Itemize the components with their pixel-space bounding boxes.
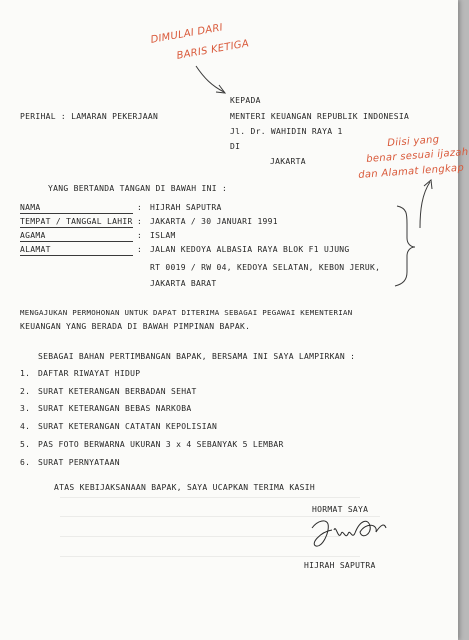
identity-sep-religion: : [137, 231, 143, 240]
body-line-1: MENGAJUKAN PERMOHONAN UNTUK DAPAT DITERIMA SEBAGAI PEGAWAI KEMENTERIAN [20, 308, 353, 317]
attachment-item: SURAT KETERANGAN CATATAN KEPOLISIAN [38, 422, 218, 431]
recipient-di: DI [230, 142, 241, 151]
identity-value-birth: JAKARTA / 30 JANUARI 1991 [150, 217, 278, 226]
annotation-start-line-2: BARIS KETIGA [175, 38, 250, 62]
attachment-item: PAS FOTO BERWARNA UKURAN 3 x 4 SEBANYAK 5 LEMBAR [38, 440, 284, 449]
attachment-number: 5. [20, 440, 31, 449]
identity-label-birth: TEMPAT / TANGGAL LAHIR [20, 217, 133, 226]
identity-sep-address: : [137, 245, 143, 254]
subject-line: PERIHAL : LAMARAN PEKERJAAN [20, 112, 159, 121]
attachment-number: 1. [20, 369, 31, 378]
identity-label-religion: AGAMA [20, 232, 133, 242]
closing-line: ATAS KEBIJAKSANAAN BAPAK, SAYA UCAPKAN TERIMA KASIH [54, 483, 315, 492]
attachment-item: DAFTAR RIWAYAT HIDUP [38, 369, 141, 378]
identity-label-address: ALAMAT [20, 246, 133, 256]
brace-icon [395, 206, 415, 286]
attachment-item: SURAT KETERANGAN BERBADAN SEHAT [38, 387, 197, 396]
signoff-text: HORMAT SAYA [312, 505, 369, 514]
recipient-street: Jl. Dr. WAHIDIN RAYA 1 [230, 127, 343, 136]
annotation-start-line-1: DIMULAI DARI [149, 22, 224, 46]
recipient-kepada: KEPADA [230, 96, 261, 105]
identity-sep-name: : [137, 203, 143, 212]
attachment-number: 6. [20, 458, 31, 467]
recipient-city: JAKARTA [270, 157, 306, 166]
signature-image [312, 521, 386, 546]
identity-value-name: HIJRAH SAPUTRA [150, 203, 222, 212]
attachments-intro: SEBAGAI BAHAN PERTIMBANGAN BAPAK, BERSAMA INI SAYA LAMPIRKAN : [38, 352, 356, 361]
intro-line: YANG BERTANDA TANGAN DI BAWAH INI : [48, 184, 228, 193]
annotation-side-line-2: benar sesuai ijazah [365, 146, 469, 165]
attachment-item: SURAT PERNYATAAN [38, 458, 120, 467]
attachment-number: 3. [20, 404, 31, 413]
attachment-number: 2. [20, 387, 31, 396]
address-continuation-1: RT 0019 / RW 04, KEDOYA SELATAN, KEBON JERUK, [150, 263, 381, 272]
identity-sep-birth: : [137, 217, 143, 226]
attachment-number: 4. [20, 422, 31, 431]
identity-value-religion: ISLAM [150, 231, 176, 240]
recipient-org: MENTERI KEUANGAN REPUBLIK INDONESIA [230, 112, 410, 121]
identity-label-name: NAMA [20, 204, 133, 214]
address-continuation-2: JAKARTA BARAT [150, 279, 217, 288]
annotation-side-line-3: dan Alamat lengkap [357, 162, 465, 181]
body-line-2: KEUANGAN YANG BERADA DI BAWAH PIMPINAN BAPAK. [20, 322, 251, 331]
signer-name: HIJRAH SAPUTRA [304, 561, 376, 570]
annotation-side-line-1: Diisi yang [386, 134, 440, 149]
arrow-icon [196, 66, 225, 93]
attachment-item: SURAT KETERANGAN BEBAS NARKOBA [38, 404, 192, 413]
arrow-to-note-icon [420, 180, 432, 228]
identity-value-address: JALAN KEDOYA ALBASIA RAYA BLOK F1 UJUNG [150, 245, 350, 254]
